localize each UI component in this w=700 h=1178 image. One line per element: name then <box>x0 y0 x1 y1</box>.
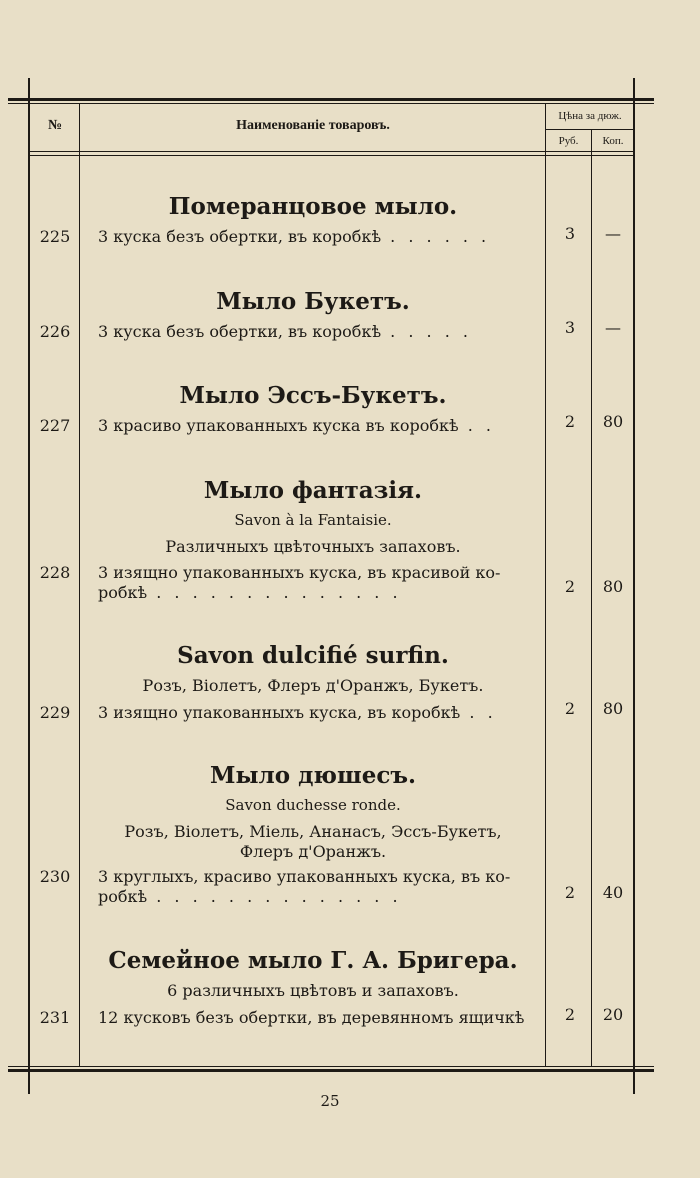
item-subtitle: Savon à la Fantaisie. <box>234 511 392 529</box>
item-variants: Различныхъ цвѣточныхъ запаховъ. <box>165 537 461 556</box>
price-rub: 2 <box>564 883 576 902</box>
item-title: Мыло дюшесъ. <box>209 762 416 789</box>
item-title: Померанцовое мыло. <box>168 193 458 220</box>
item-description: 12 кусковъ безъ обертки, въ деревянномъ ящичкѣ <box>98 1008 525 1027</box>
price-kop: 80 <box>602 699 624 718</box>
bottom-rule-thick <box>8 1069 654 1072</box>
item-description: 3 изящно упакованныхъ куска, въ красивой ко- <box>98 563 501 582</box>
price-kop: — <box>605 224 621 243</box>
item-description: 3 куска безъ обертки, въ коробкѣ . . . . . . <box>98 227 491 246</box>
bottom-rule-thin <box>8 1066 654 1067</box>
header-rub: Руб. <box>558 135 579 147</box>
item-variants: 6 различныхъ цвѣтовъ и запаховъ. <box>167 981 459 1000</box>
header-bottom-rule-2 <box>30 155 634 156</box>
item-title: Семейное мыло Г. А. Бригера. <box>108 947 518 974</box>
price-rub: 2 <box>564 699 576 718</box>
price-kop: 40 <box>602 883 624 902</box>
price-rub: 3 <box>564 318 576 337</box>
item-title: Мыло Букетъ. <box>216 288 410 315</box>
item-number: 230 <box>39 867 71 886</box>
item-number: 225 <box>39 227 71 246</box>
item-subtitle: Savon duchesse ronde. <box>225 796 401 814</box>
header-num: № <box>47 118 63 133</box>
num-column-divider <box>79 104 80 1066</box>
price-kop: — <box>605 318 621 337</box>
item-description-cont: робкѣ . . . . . . . . . . . . . . <box>98 887 402 906</box>
price-rub: 2 <box>564 412 576 431</box>
item-variants: Розъ, Віолетъ, Флеръ д'Оранжъ, Букетъ. <box>142 676 484 695</box>
item-variants: Розъ, Віолетъ, Міель, Ананасъ, Эссъ-Букетъ, <box>124 822 502 841</box>
item-variants-cont: Флеръ д'Оранжъ. <box>239 842 387 861</box>
name-column-divider <box>545 104 546 1066</box>
price-rub: 2 <box>564 577 576 596</box>
item-number: 227 <box>39 416 71 435</box>
item-description: 3 куска безъ обертки, въ коробкѣ . . . . . <box>98 322 472 341</box>
top-rule-thin <box>8 103 654 104</box>
item-number: 226 <box>39 322 71 341</box>
item-description: 3 круглыхъ, красиво упакованныхъ куска, въ ко- <box>98 867 511 886</box>
header-kop: Коп. <box>602 135 624 147</box>
item-title: Мыло фантазія. <box>203 477 423 504</box>
header-price: Цѣна за дюж. <box>558 110 622 122</box>
item-description-cont: робкѣ . . . . . . . . . . . . . . <box>98 583 402 602</box>
price-kop: 20 <box>602 1005 624 1024</box>
item-number: 231 <box>39 1008 71 1027</box>
item-number: 229 <box>39 703 71 722</box>
header-bottom-rule <box>30 151 634 152</box>
rub-column-divider <box>591 130 592 1066</box>
item-number: 228 <box>39 563 71 582</box>
item-description: 3 красиво упакованныхъ куска въ коробкѣ . . <box>98 416 495 435</box>
header-name: Наименованіе товаровъ. <box>236 118 390 133</box>
price-rub: 3 <box>564 224 576 243</box>
price-kop: 80 <box>602 577 624 596</box>
item-description: 3 изящно упакованныхъ куска, въ коробкѣ . . <box>98 703 497 722</box>
price-subheader-rule <box>546 129 634 130</box>
page-number: 25 <box>320 1092 340 1110</box>
item-title: Мыло Эссъ-Букетъ. <box>179 382 447 409</box>
price-rub: 2 <box>564 1005 576 1024</box>
price-kop: 80 <box>602 412 624 431</box>
top-rule-thick <box>8 98 654 101</box>
item-title: Savon dulcifié surfin. <box>177 642 449 669</box>
